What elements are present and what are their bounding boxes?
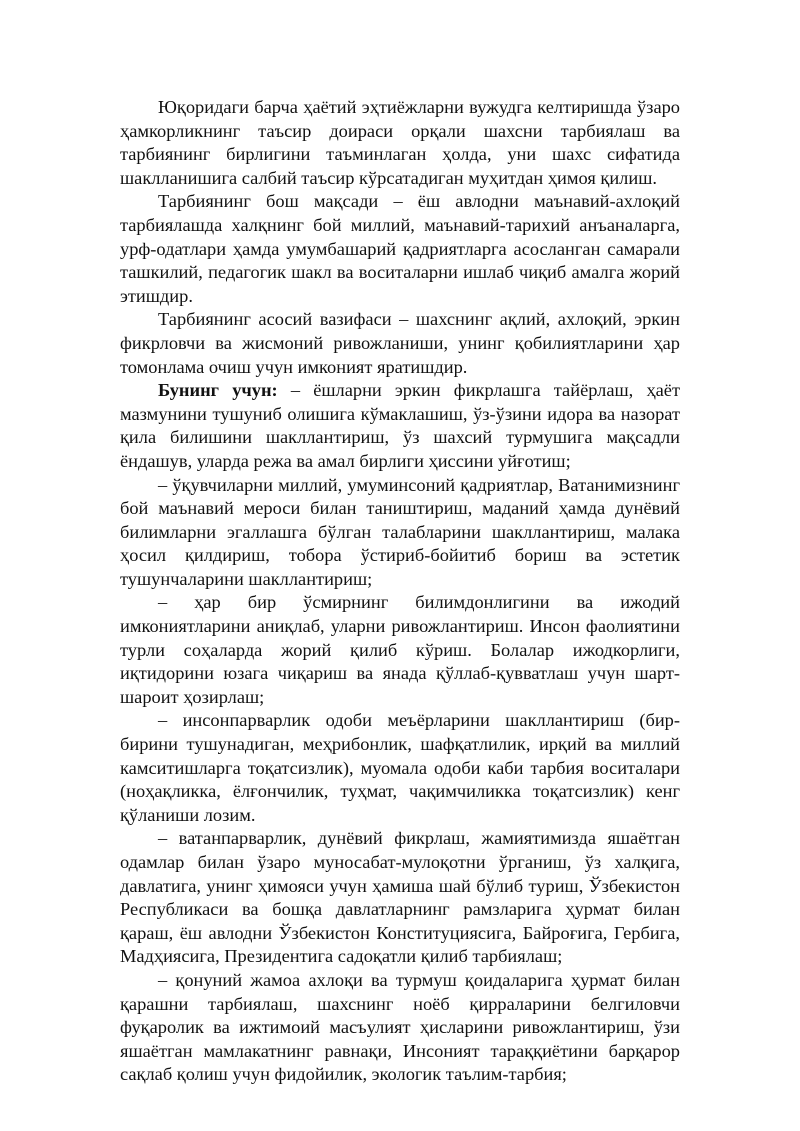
paragraph-text: Тарбиянинг асосий вазифаси – шахснинг ақлий, ахлоқий, эркин фикрловчи ва жисмоний ривожланиши, унинг қобилиятларини ҳар томонлама очиш учун имконият яратишдир.	[120, 309, 680, 377]
paragraph-main-task	[120, 308, 680, 379]
paragraph-intro	[120, 96, 680, 190]
paragraph-text: Тарбиянинг бош мақсади – ёш авлодни маънавий-ахлоқий тарбиялашда халқнинг бой миллий, маънавий-тарихий анъаналарга, урф-одатлари ҳамда умумбашарий қадриятларга асосланган самарали ташкилий, педагогик шакл ва воситаларни ишлаб чиқиб амалга жорий этишдир.	[120, 191, 680, 306]
list-item-values	[120, 474, 680, 592]
paragraph-text: Юқоридаги барча ҳаётий эҳтиёжларни вужудга келтиришда ўзаро ҳамкорликнинг таъсир доираси орқали шахсни тарбиялаш ва тарбиянинг бирлигини таъминлаган ҳолда, уни шахс сифатида шаклланишига салбий таъсир кўрсатадиган муҳитдан ҳимоя қилиш.	[120, 97, 680, 188]
paragraph-text: – ёшларни эркин фикрлашга тайёрлаш, ҳаёт мазмунини тушуниб олишига кўмаклашиш, ўз-ўзини идора ва назорат қила билишини шакллантириш, ўз шахсий турмушига мақсадли ёндашув, уларда режа ва амал бирлиги ҳиссини уйғотиш;	[120, 380, 680, 471]
document-page	[120, 96, 680, 1087]
list-item-patriotism	[120, 827, 680, 969]
paragraph-main-goal	[120, 190, 680, 308]
list-item-creativity	[120, 591, 680, 709]
list-item-humanism	[120, 709, 680, 827]
paragraph-text: – ўқувчиларни миллий, умуминсоний қадриятлар, Ватанимизнинг бой маънавий мероси билан таништириш, маданий ҳамда дунёвий билимларни эгаллашга бўлган талабларини шакллантириш, малака ҳосил қилдириш, тобора ўстириб-бойитиб бориш ва эстетик тушунчаларини шакллантириш;	[120, 474, 680, 589]
paragraph-text: – қонуний жамоа ахлоқи ва турмуш қоидаларига ҳурмат билан қарашни тарбиялаш, шахснинг ноёб қирраларини белгиловчи фуқаролик ва ижтимоий масъулият ҳисларини ривожлантириш, ўзи яшаётган мамлакатнинг равнақи, Инсоният тараққиётини барқарор сақлаб қолиш учун фидойилик, экологик таълим-тарбия;	[120, 969, 680, 1085]
paragraph-text: – ватанпарварлик, дунёвий фикрлаш, жамиятимизда яшаётган одамлар билан ўзаро муносабат-мулоқотни ўрганиш, ўз халқига, давлатига, унинг ҳимояси учун ҳамиша шай бўлиб туриш, Ўзбекистон Республикаси ва бошқа давлатларнинг рамзларига ҳурмат билан қараш, ёш авлодни Ўзбекистон Конституциясига, Байроғига, Гербига, Мадҳиясига, Президентига садоқатли қилиб тарбиялаш;	[120, 828, 680, 967]
paragraph-for-this	[120, 379, 680, 473]
paragraph-text: – ҳар бир ўсмирнинг билимдонлигини ва ижодий имкониятларини аниқлаб, уларни ривожлантириш. Инсон фаолиятини турли соҳаларда жорий қилиб кўриш. Болалар ижодкорлиги, иқтидорини юзага чиқариш ва янада қўллаб-қувватлаш учун шарт-шароит ҳозирлаш;	[120, 592, 680, 707]
paragraph-lead: Бунинг учун:	[158, 380, 278, 401]
list-item-civic-duty	[120, 969, 680, 1087]
paragraph-text: – инсонпарварлик одоби меъёрларини шакллантириш (бир-бирини тушунадиган, меҳрибонлик, шафқатлилик, ирқий ва миллий камситишларга тоқатсизлик), муомала одоби каби тарбия воситалари (ноҳақликка, ёлғончилик, туҳмат, чақимчиликка тоқатсизлик) кенг қўланиши лозим.	[120, 710, 680, 825]
